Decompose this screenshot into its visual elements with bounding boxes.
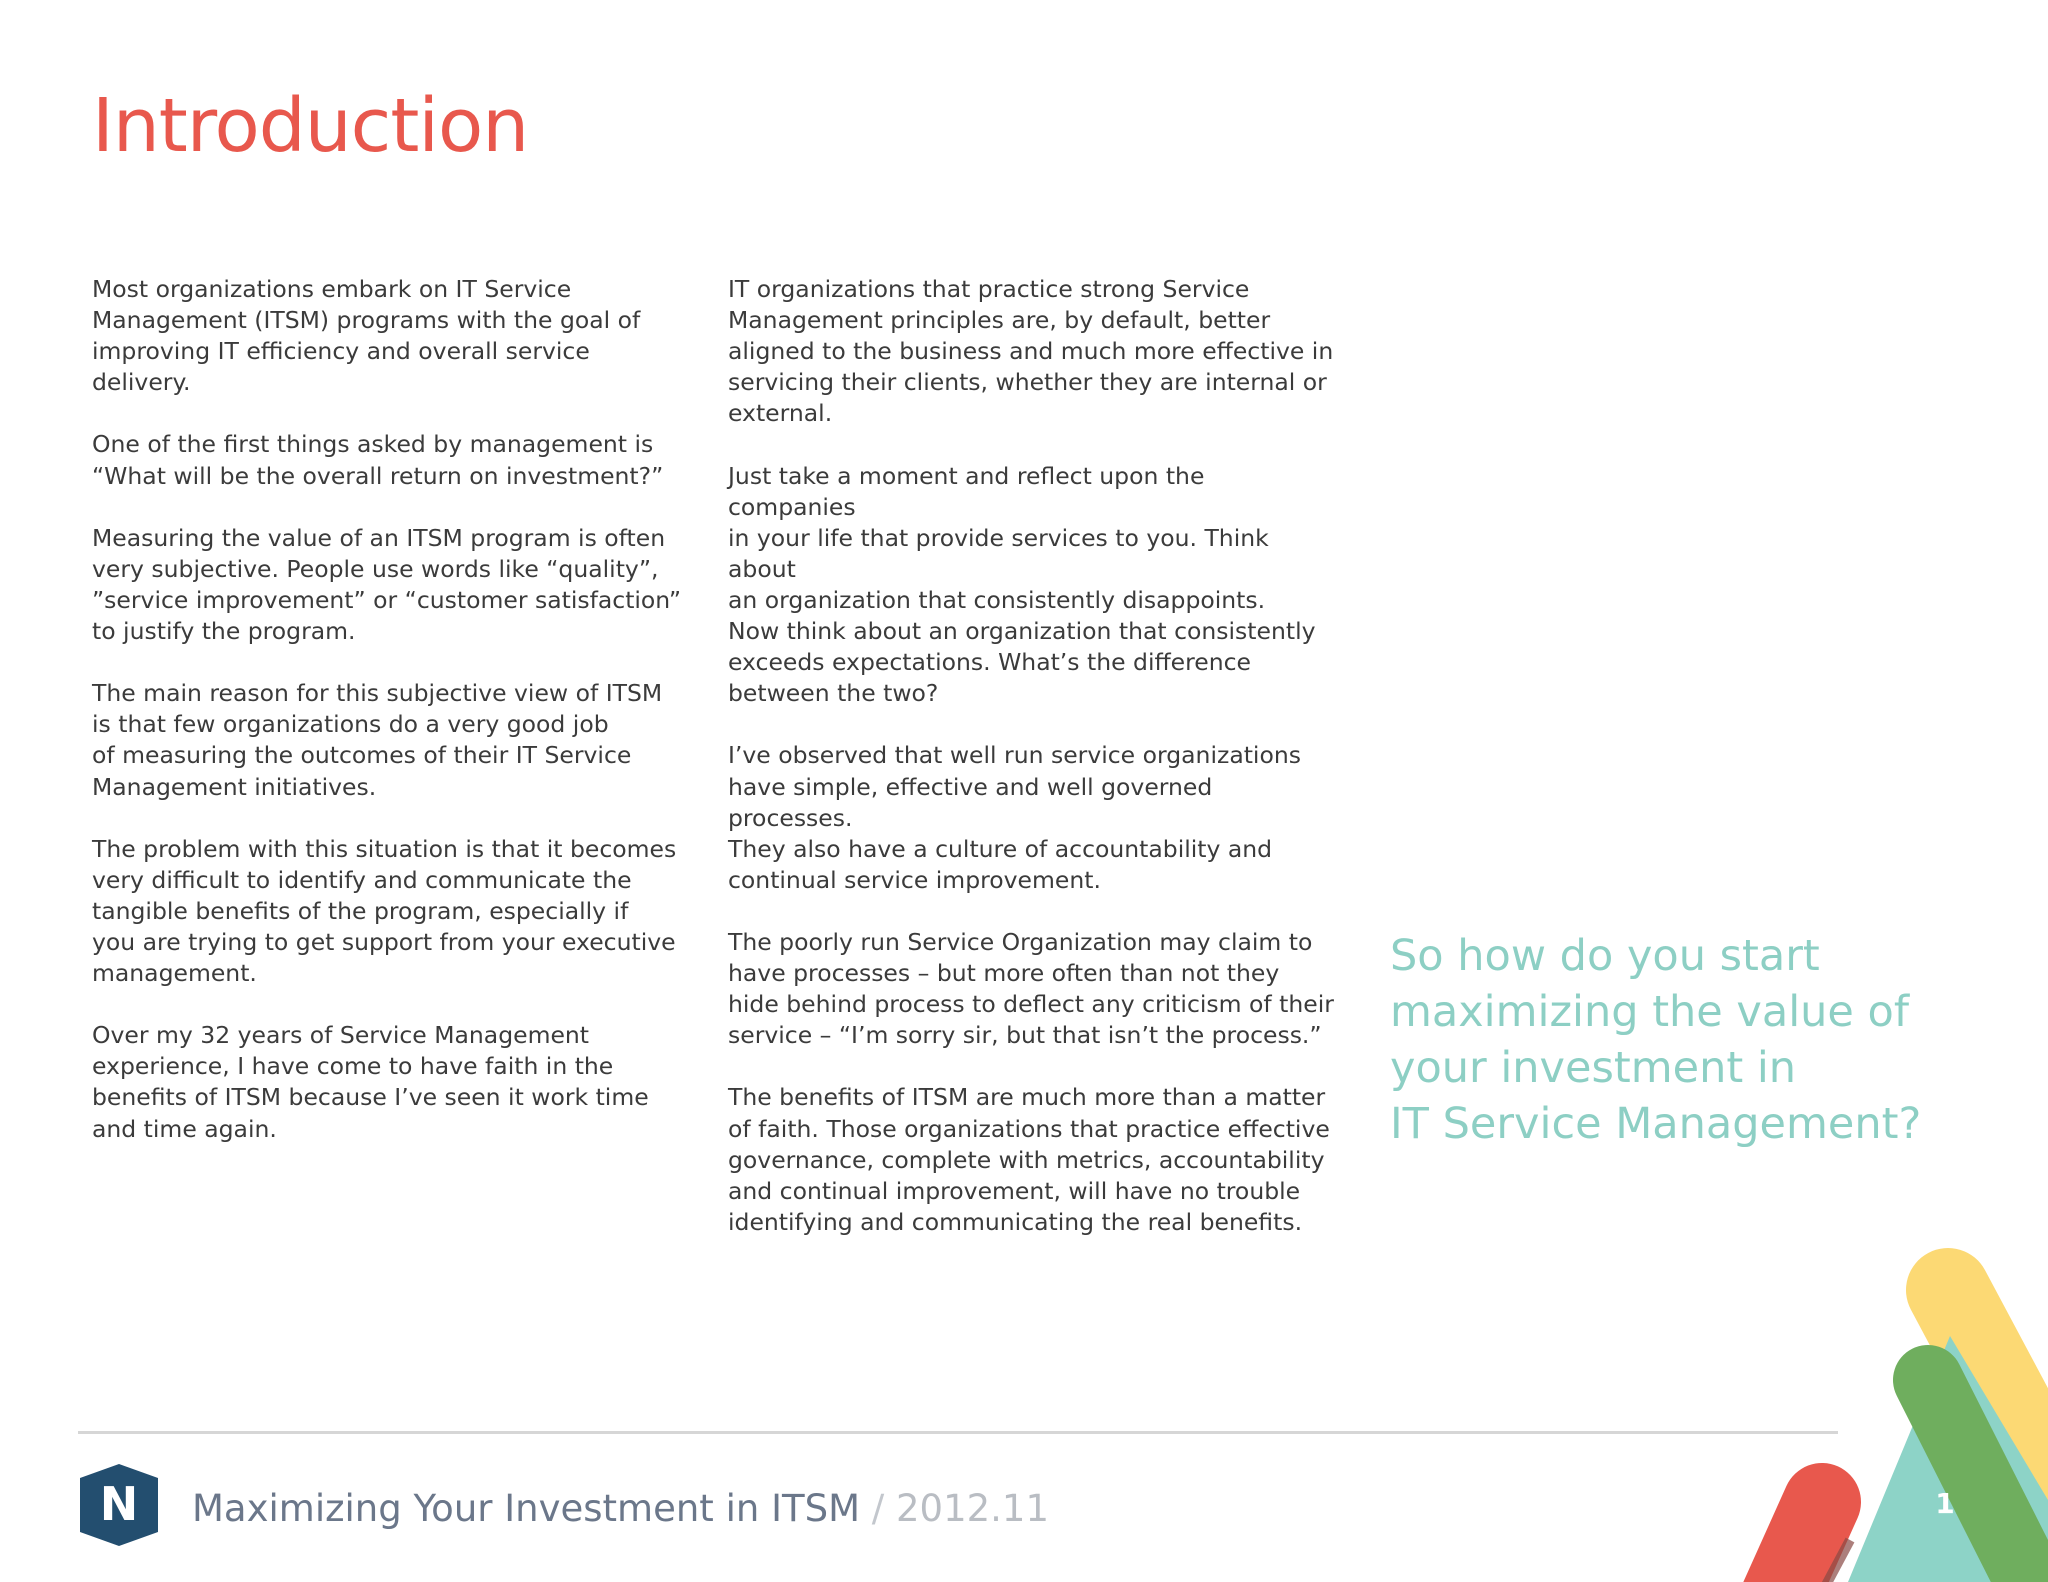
paragraph: Most organizations embark on IT Service Management (ITSM) programs with the goal of improving IT efficiency and overall service delivery. xyxy=(92,275,641,397)
paragraph: Over my 32 years of Service Management experience, I have come to have faith in the benefits of ITSM because I’ve seen it work time and time again. xyxy=(92,1021,649,1143)
paragraph: IT organizations that practice strong Service Management principles are, by default, better aligned to the business and much more effective in servicing their clients, whether they are internal or external. xyxy=(728,275,1334,428)
triangle-stripes-decoration-icon xyxy=(1700,1240,2048,1582)
page-title: Introduction xyxy=(92,83,529,169)
page-number: 1 xyxy=(1935,1487,1955,1520)
footer-title xyxy=(192,1484,1049,1534)
left-column xyxy=(92,274,692,1176)
document-title: Maximizing Your Investment in ITSM xyxy=(192,1487,860,1530)
paragraph: The problem with this situation is that it becomes very difficult to identify and communicate the tangible benefits of the program, especially if you are trying to get support from your executive management. xyxy=(92,834,677,988)
logo-letter: N xyxy=(99,1477,139,1531)
document-date: 2012.11 xyxy=(896,1487,1050,1530)
paragraph: One of the first things asked by management is “What will be the overall return on investment?” xyxy=(92,430,664,490)
hexagon-n-logo-icon xyxy=(76,1462,162,1548)
paragraph: Measuring the value of an ITSM program is often very subjective. People use words like “quality”, ”service improvement” or “customer satisfaction” to justify the program. xyxy=(92,523,682,646)
footer-divider xyxy=(78,1431,1838,1434)
paragraph: The poorly run Service Organization may claim to have processes – but more often than not they hide behind process to deflect any criticism of their service – “I’m sorry sir, but that isn’t the process.” xyxy=(728,927,1334,1050)
pull-quote: So how do you start maximizing the value of your investment in IT Service Management? xyxy=(1390,931,1922,1149)
paragraph: Just take a moment and reflect upon the companies in your life that provide services to you. Think about an organization that consistently disappoints. Now think about an organization that consistently exceeds expectations. What’s the difference between the two? xyxy=(728,461,1316,708)
paragraph: The main reason for this subjective view of ITSM is that few organizations do a very good job of measuring the outcomes of their IT Service Management initiatives. xyxy=(92,679,663,801)
paragraph: The benefits of ITSM are much more than a matter of faith. Those organizations that practice effective governance, complete with metrics, accountability and continual improvement, will have no trouble identifying and communicating the real benefits. xyxy=(728,1083,1330,1236)
footer-separator: / xyxy=(871,1487,885,1530)
middle-column xyxy=(728,274,1338,1269)
paragraph: I’ve observed that well run service organizations have simple, effective and well governed processes. They also have a culture of accountability and continual service improvement. xyxy=(728,741,1301,894)
